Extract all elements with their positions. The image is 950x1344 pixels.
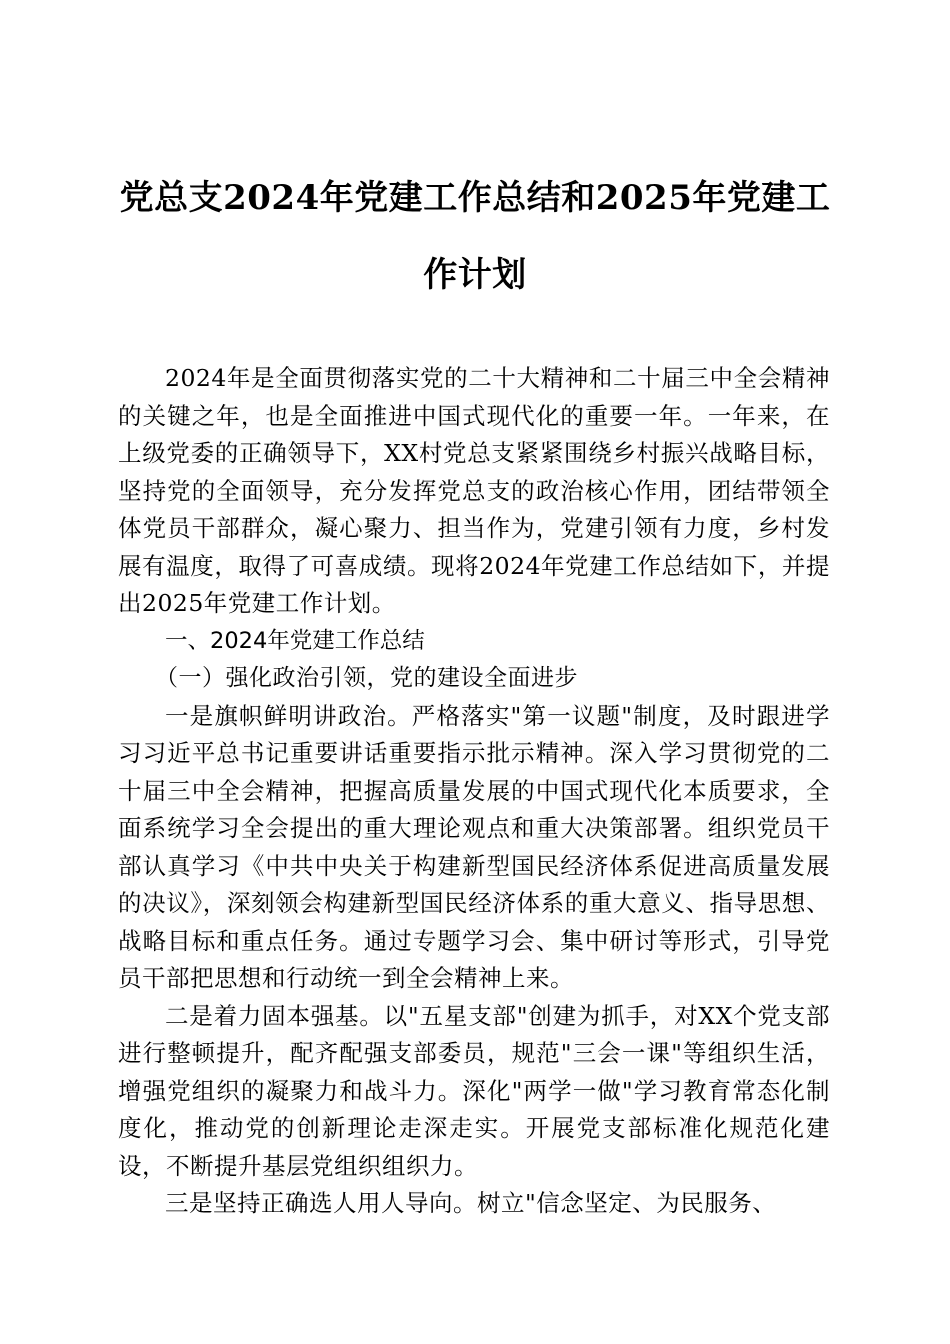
paragraph-1: 一是旗帜鲜明讲政治。严格落实"第一议题"制度，及时跟进学习习近平总书记重要讲话重要指示批示精神。深入学习贯彻党的二十届三中全会精神，把握高质量发展的中国式现代化本质要求，全面系统学习全会提出的重大理论观点和重大决策部署。组织党员干部认真学习《中共中央关于构建新型国民经济体系促进高质量发展的决议》，深刻领会构建新型国民经济体系的重大意义、指导思想、战略目标和重点任务。通过专题学习会、集中研讨等形式，引导党员干部把思想和行动统一到全会精神上来。 xyxy=(118,701,830,992)
paragraph-2: 二是着力固本强基。以"五星支部"创建为抓手，对XX个党支部进行整顿提升，配齐配强支部委员，规范"三会一课"等组织生活，增强党组织的凝聚力和战斗力。深化"两学一做"学习教育常态化制度化，推动党的创新理论走深走实。开展党支部标准化规范化建设，不断提升基层党组织组织力。 xyxy=(118,1001,830,1180)
document-body xyxy=(118,360,830,1223)
section-heading: 一、2024年党建工作总结 xyxy=(165,627,425,654)
subsection-heading: （一）强化政治引领，党的建设全面进步 xyxy=(155,665,578,691)
document-title: 党总支2024年党建工作总结和2025年党建工作计划 xyxy=(119,178,831,295)
paragraph-3: 三是坚持正确选人用人导向。树立"信念坚定、为民服务、 xyxy=(165,1189,777,1217)
intro-paragraph: 2024年是全面贯彻落实党的二十大精神和二十届三中全会精神的关键之年，也是全面推进中国式现代化的重要一年。一年来，在上级党委的正确领导下，XX村党总支紧紧围绕乡村振兴战略目标，坚持党的全面领导，充分发挥党总支的政治核心作用，团结带领全体党员干部群众，凝心聚力、担当作为，党建引领有力度，乡村发展有温度，取得了可喜成绩。现将2024年党建工作总结如下，并提出2025年党建工作计划。 xyxy=(118,364,830,617)
